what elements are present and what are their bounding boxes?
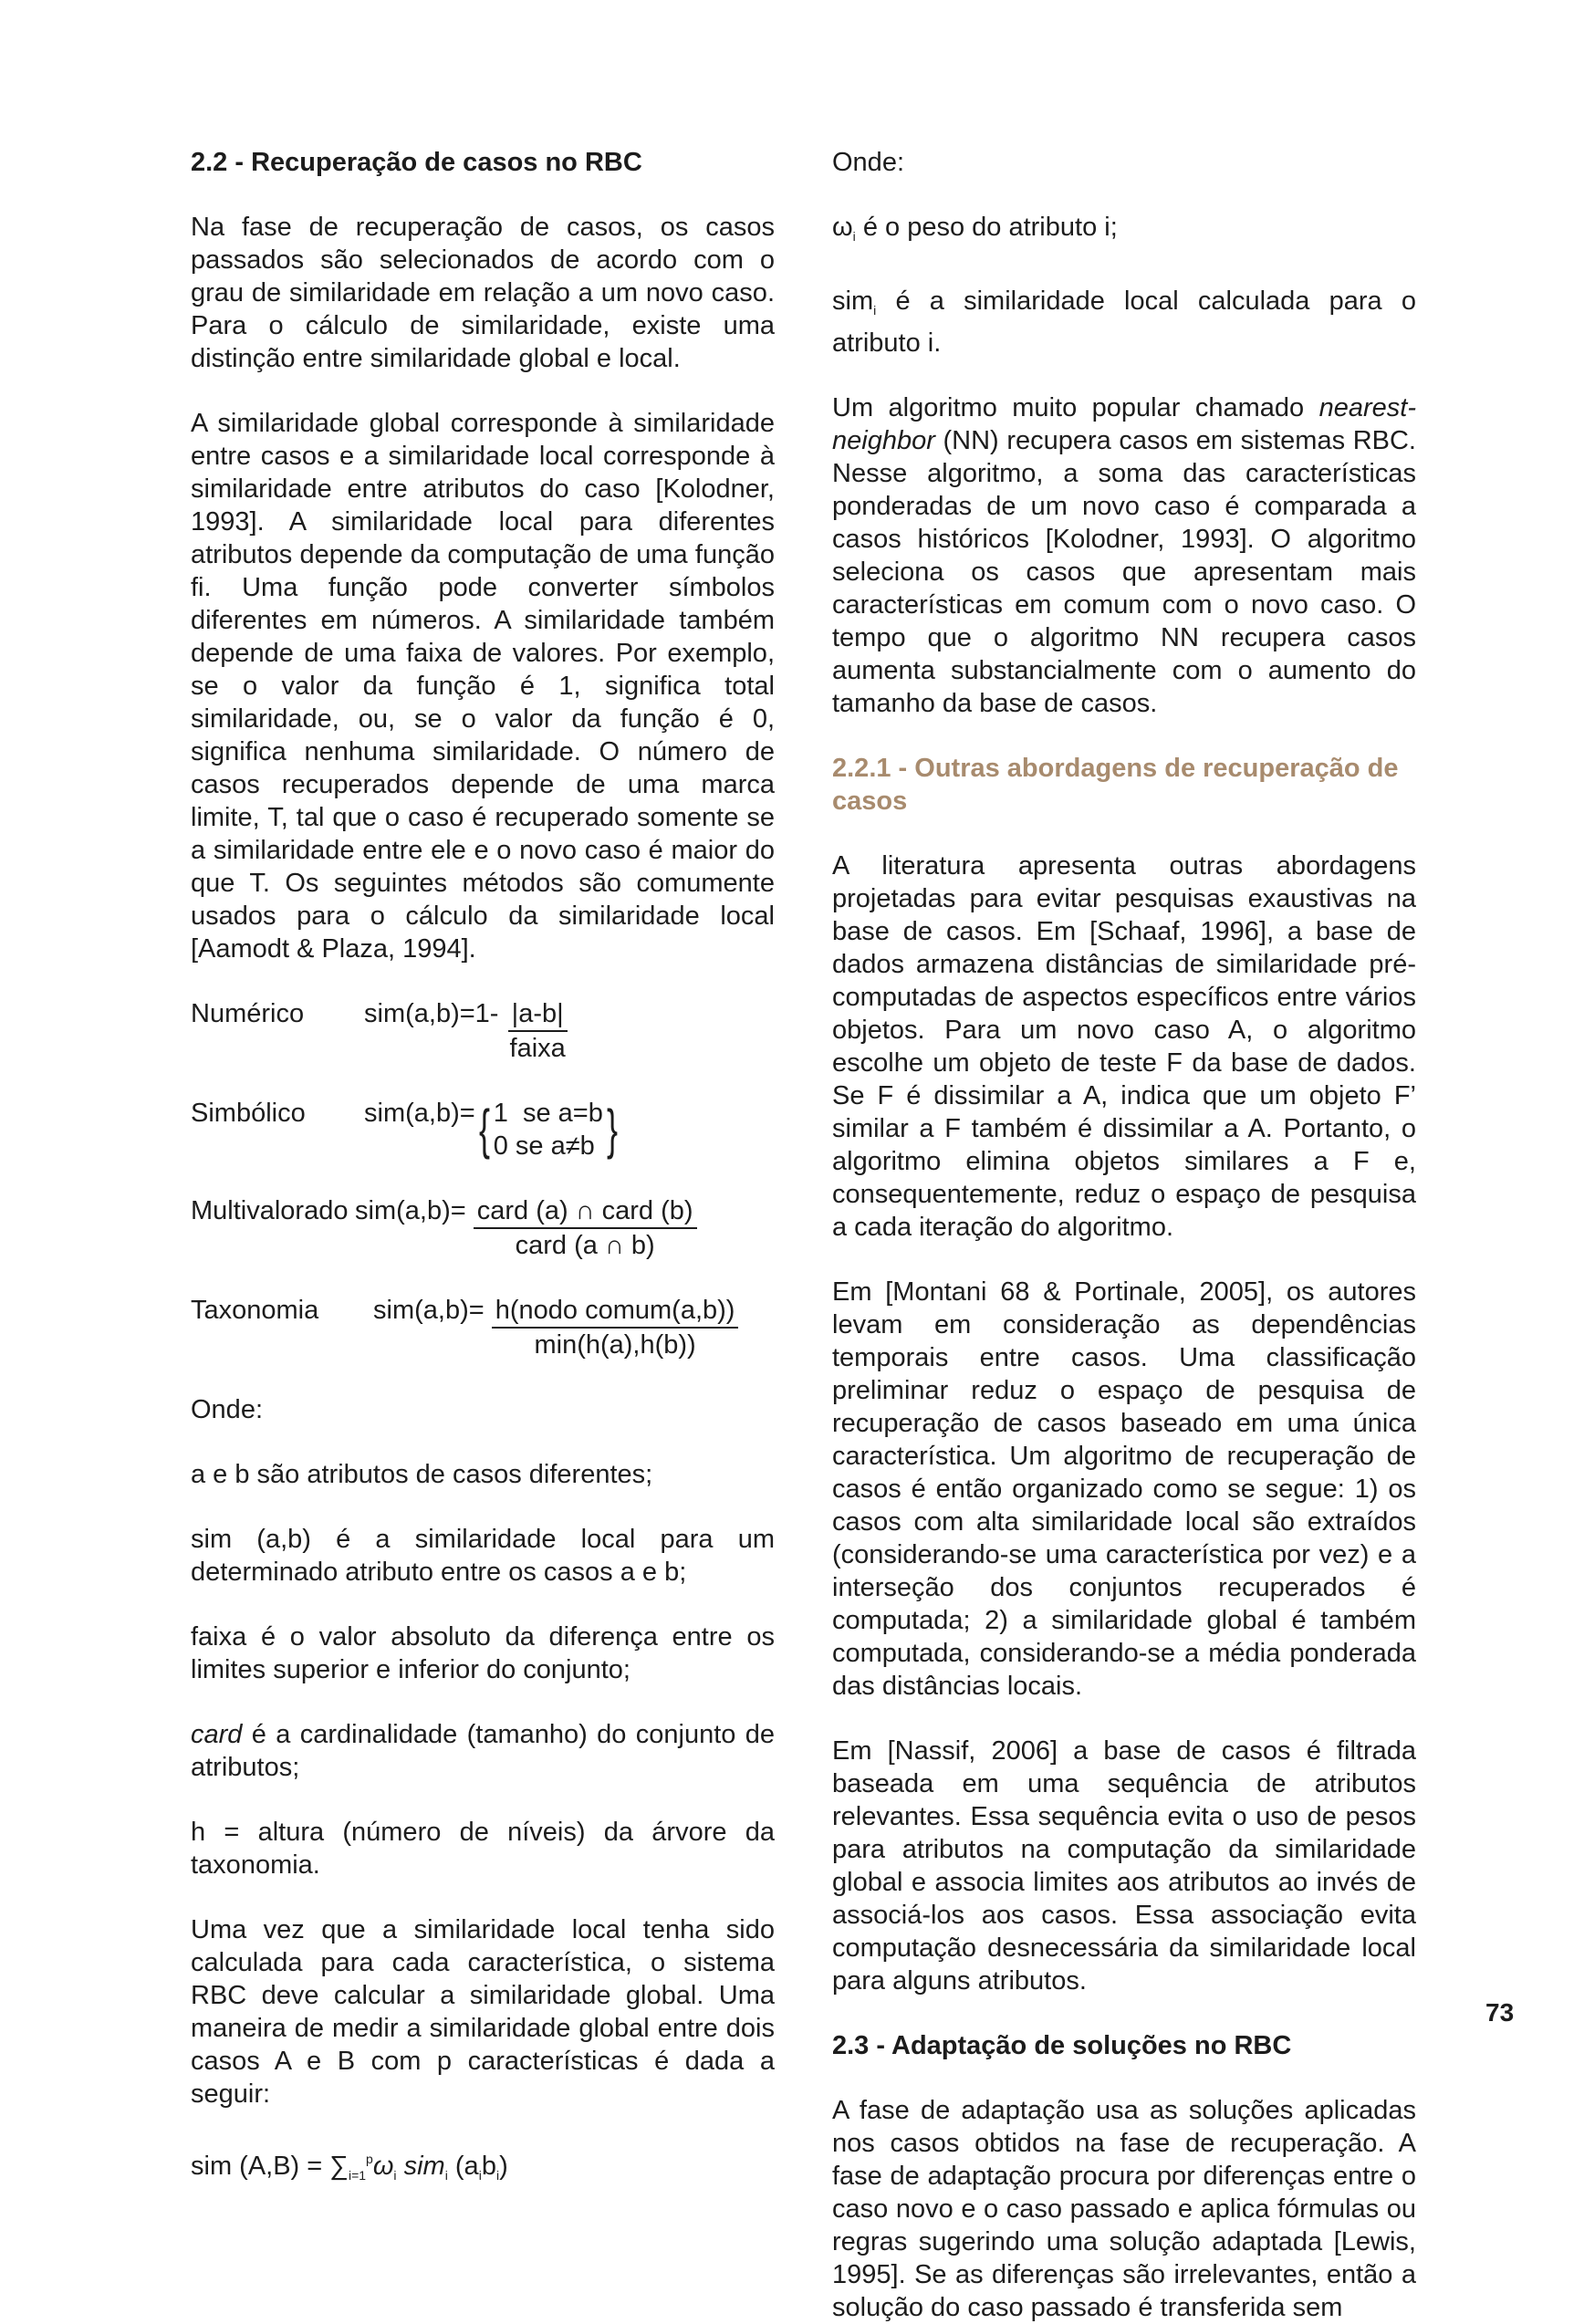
formula-lhs: sim (A,B) = ∑ xyxy=(191,2152,349,2181)
definition-text: é a similaridade local calculada para o atributo i. xyxy=(832,287,1416,358)
method-label: Taxonomia xyxy=(191,1296,319,1325)
definition: a e b são atributos de casos diferentes; xyxy=(191,1460,653,1489)
index: i xyxy=(873,303,877,318)
emphasis: nearest-neighbor xyxy=(832,393,1416,455)
section-heading-2-3: 2.3 - Adaptação de soluções no RBC xyxy=(832,2031,1292,2060)
sum-upper: p xyxy=(366,2152,373,2166)
definition-text: é a cardinalidade (tamanho) do conjunto de atributos; xyxy=(191,1720,775,1782)
method-label: Numérico xyxy=(191,999,305,1028)
formula-lhs: sim(a,b)=1- xyxy=(364,999,506,1028)
piecewise xyxy=(475,1097,621,1162)
args-close: ) xyxy=(499,2152,508,2181)
weight-symbol: ω xyxy=(832,213,853,242)
paragraph: Em [Montani 68 & Portinale, 2005], os autores levam em consideração as dependências temporais entre casos. Uma classificação preliminar reduz o espaço de pesquisa de recuperação de casos baseado em uma única característica. Um algoritmo de recuperação de casos é então organizado como se segue: 1) os casos com alta similaridade local são extraídos (considerando-se uma característica por vez) e a interseção dos conjuntos recuperados é computada; 2) a similaridade global é também computada, considerando-se a média ponderada das distâncias locais. xyxy=(832,1277,1416,1701)
paragraph: Em [Nassif, 2006] a base de casos é filtrada baseada em uma sequência de atributos relevantes. Essa sequência evita o uso de pesos para atributos na computação da similaridade global e associa limites aos atributos ao invés de associá-los aos casos. Essa associação evita computação desnecessária da similaridade local para alguns atributos. xyxy=(832,1736,1416,1996)
definition: faixa é o valor absoluto da diferença entre os limites superior e inferior do conjunto; xyxy=(191,1622,775,1684)
formula xyxy=(364,1097,621,1162)
formula-lhs: sim(a,b)= xyxy=(364,1099,475,1128)
paragraph: A literatura apresenta outras abordagens projetadas para evitar pesquisas exaustivas na base de casos. Em [Schaaf, 1996], a base de dados armazena distâncias de similaridade pré-computadas de aspectos específicos entre vários objetos. Para um novo caso A, o algoritmo escolhe um objeto de teste F da base de dados. Se F é dissimilar a A, indica que um objeto F’ similar a F também é dissimilar a A. Portanto, o algoritmo elimina objetos similares a F e, consequentemente, reduz o espaço de pesquisa a cada iteração do algoritmo. xyxy=(832,851,1416,1242)
method-label: Multivalorado xyxy=(191,1196,349,1225)
formula xyxy=(355,1194,697,1262)
cases xyxy=(494,1097,603,1162)
paragraph: A fase de adaptação usa as soluções aplicadas nos casos obtidos na fase de recuperação. A fase de adaptação procura por diferenças entre o caso novo e o caso passado e aplica fórmulas ou regras sugerindo uma solução adaptada [Lewis, 1995]. Se as diferenças são irrelevantes, então a solução do caso passado é transferida sem xyxy=(832,2096,1416,2322)
section-heading-2-2-1: 2.2.1 - Outras abordagens de recuperação de casos xyxy=(832,754,1399,816)
method-numerico xyxy=(191,997,775,1065)
case-1: 1 se a=b xyxy=(493,1099,603,1128)
index: i xyxy=(478,2168,482,2183)
index: i xyxy=(495,2168,500,2183)
denominator: min(h(a),h(b)) xyxy=(534,1330,696,1360)
formula xyxy=(364,997,569,1065)
index: i xyxy=(852,229,856,244)
term: card xyxy=(191,1720,243,1749)
onde-label: Onde: xyxy=(832,148,904,177)
paragraph xyxy=(832,391,1416,720)
section-heading-2-2: 2.2 - Recuperação de casos no RBC xyxy=(191,148,642,177)
weight-symbol: ω xyxy=(372,2152,394,2181)
index: i xyxy=(444,2168,448,2183)
denominator: card (a ∩ b) xyxy=(515,1231,655,1260)
left-brace: { xyxy=(478,1099,490,1160)
global-similarity-formula xyxy=(191,2142,775,2192)
left-column xyxy=(191,146,775,2224)
formula xyxy=(373,1294,738,1361)
definition xyxy=(191,1718,775,1784)
method-multivalorado xyxy=(191,1194,775,1262)
index: i xyxy=(393,2168,397,2183)
numerator: |a-b| xyxy=(508,997,568,1032)
denominator: faixa xyxy=(509,1034,566,1063)
definition-weight xyxy=(832,211,1416,253)
sum-lower: i=1 xyxy=(348,2168,367,2183)
formula-lhs: sim(a,b)= xyxy=(373,1296,492,1325)
fraction xyxy=(506,997,569,1065)
text: (NN) recupera casos em sistemas RBC. Nesse algoritmo, a soma das características ponderadas de um novo caso é comparada a casos históricos [Kolodner, 1993]. O algoritmo seleciona os casos que apresentam mais características em comum com o novo caso. O tempo que o algoritmo NN recupera casos aumenta substancialmente com o aumento do tamanho da base de casos. xyxy=(832,426,1416,718)
onde-label: Onde: xyxy=(191,1395,263,1424)
fraction xyxy=(474,1194,697,1262)
page-number: 73 xyxy=(1485,1998,1515,2027)
method-label: Simbólico xyxy=(191,1099,306,1128)
definition: sim (a,b) é a similaridade local para um determinado atributo entre os casos a e b; xyxy=(191,1525,775,1587)
definition: h = altura (número de níveis) da árvore da taxonomia. xyxy=(191,1818,775,1880)
definition-text: é o peso do atributo i; xyxy=(855,213,1118,242)
formula-lhs: sim(a,b)= xyxy=(355,1196,474,1225)
args-b: b xyxy=(481,2152,496,2181)
right-brace: } xyxy=(606,1099,618,1160)
case-2: 0 se a≠b xyxy=(493,1131,595,1161)
args-open: (a xyxy=(447,2152,479,2181)
paragraph: Na fase de recuperação de casos, os casos passados são selecionados de acordo com o grau de similaridade em relação a um novo caso. Para o cálculo de similaridade, existe uma distinção entre similaridade global e local. xyxy=(191,213,775,373)
paragraph: Uma vez que a similaridade local tenha sido calculada para cada característica, o sistema RBC deve calcular a similaridade global. Uma maneira de medir a similaridade global entre dois casos A e B com p características é dada a seguir: xyxy=(191,1915,775,2109)
sim-symbol: sim xyxy=(396,2152,445,2181)
method-simbolico xyxy=(191,1097,775,1162)
text: Um algoritmo muito popular chamado xyxy=(832,393,1319,422)
fraction xyxy=(492,1294,739,1361)
sim-symbol: sim xyxy=(832,287,874,316)
right-column xyxy=(832,146,1416,2324)
paragraph: A similaridade global corresponde à similaridade entre casos e a similaridade local corresponde à similaridade entre atributos do caso [Kolodner, 1993]. A similaridade local para diferentes atributos depende da computação de uma função fi. Uma função pode converter símbolos diferentes em números. A similaridade também depende de uma faixa de valores. Por exemplo, se o valor da função é 1, significa total similaridade, ou, se o valor da função é 0, significa nenhuma similaridade. O número de casos recuperados depende de uma marca limite, T, tal que o caso é recuperado somente se a similaridade entre ele e o novo caso é maior do que T. Os seguintes métodos são comumente usados para o cálculo da similaridade local [Aamodt & Plaza, 1994]. xyxy=(191,409,775,964)
definition-sim xyxy=(832,285,1416,360)
numerator: card (a) ∩ card (b) xyxy=(474,1194,697,1229)
method-taxonomia xyxy=(191,1294,775,1361)
numerator: h(nodo comum(a,b)) xyxy=(492,1294,739,1329)
